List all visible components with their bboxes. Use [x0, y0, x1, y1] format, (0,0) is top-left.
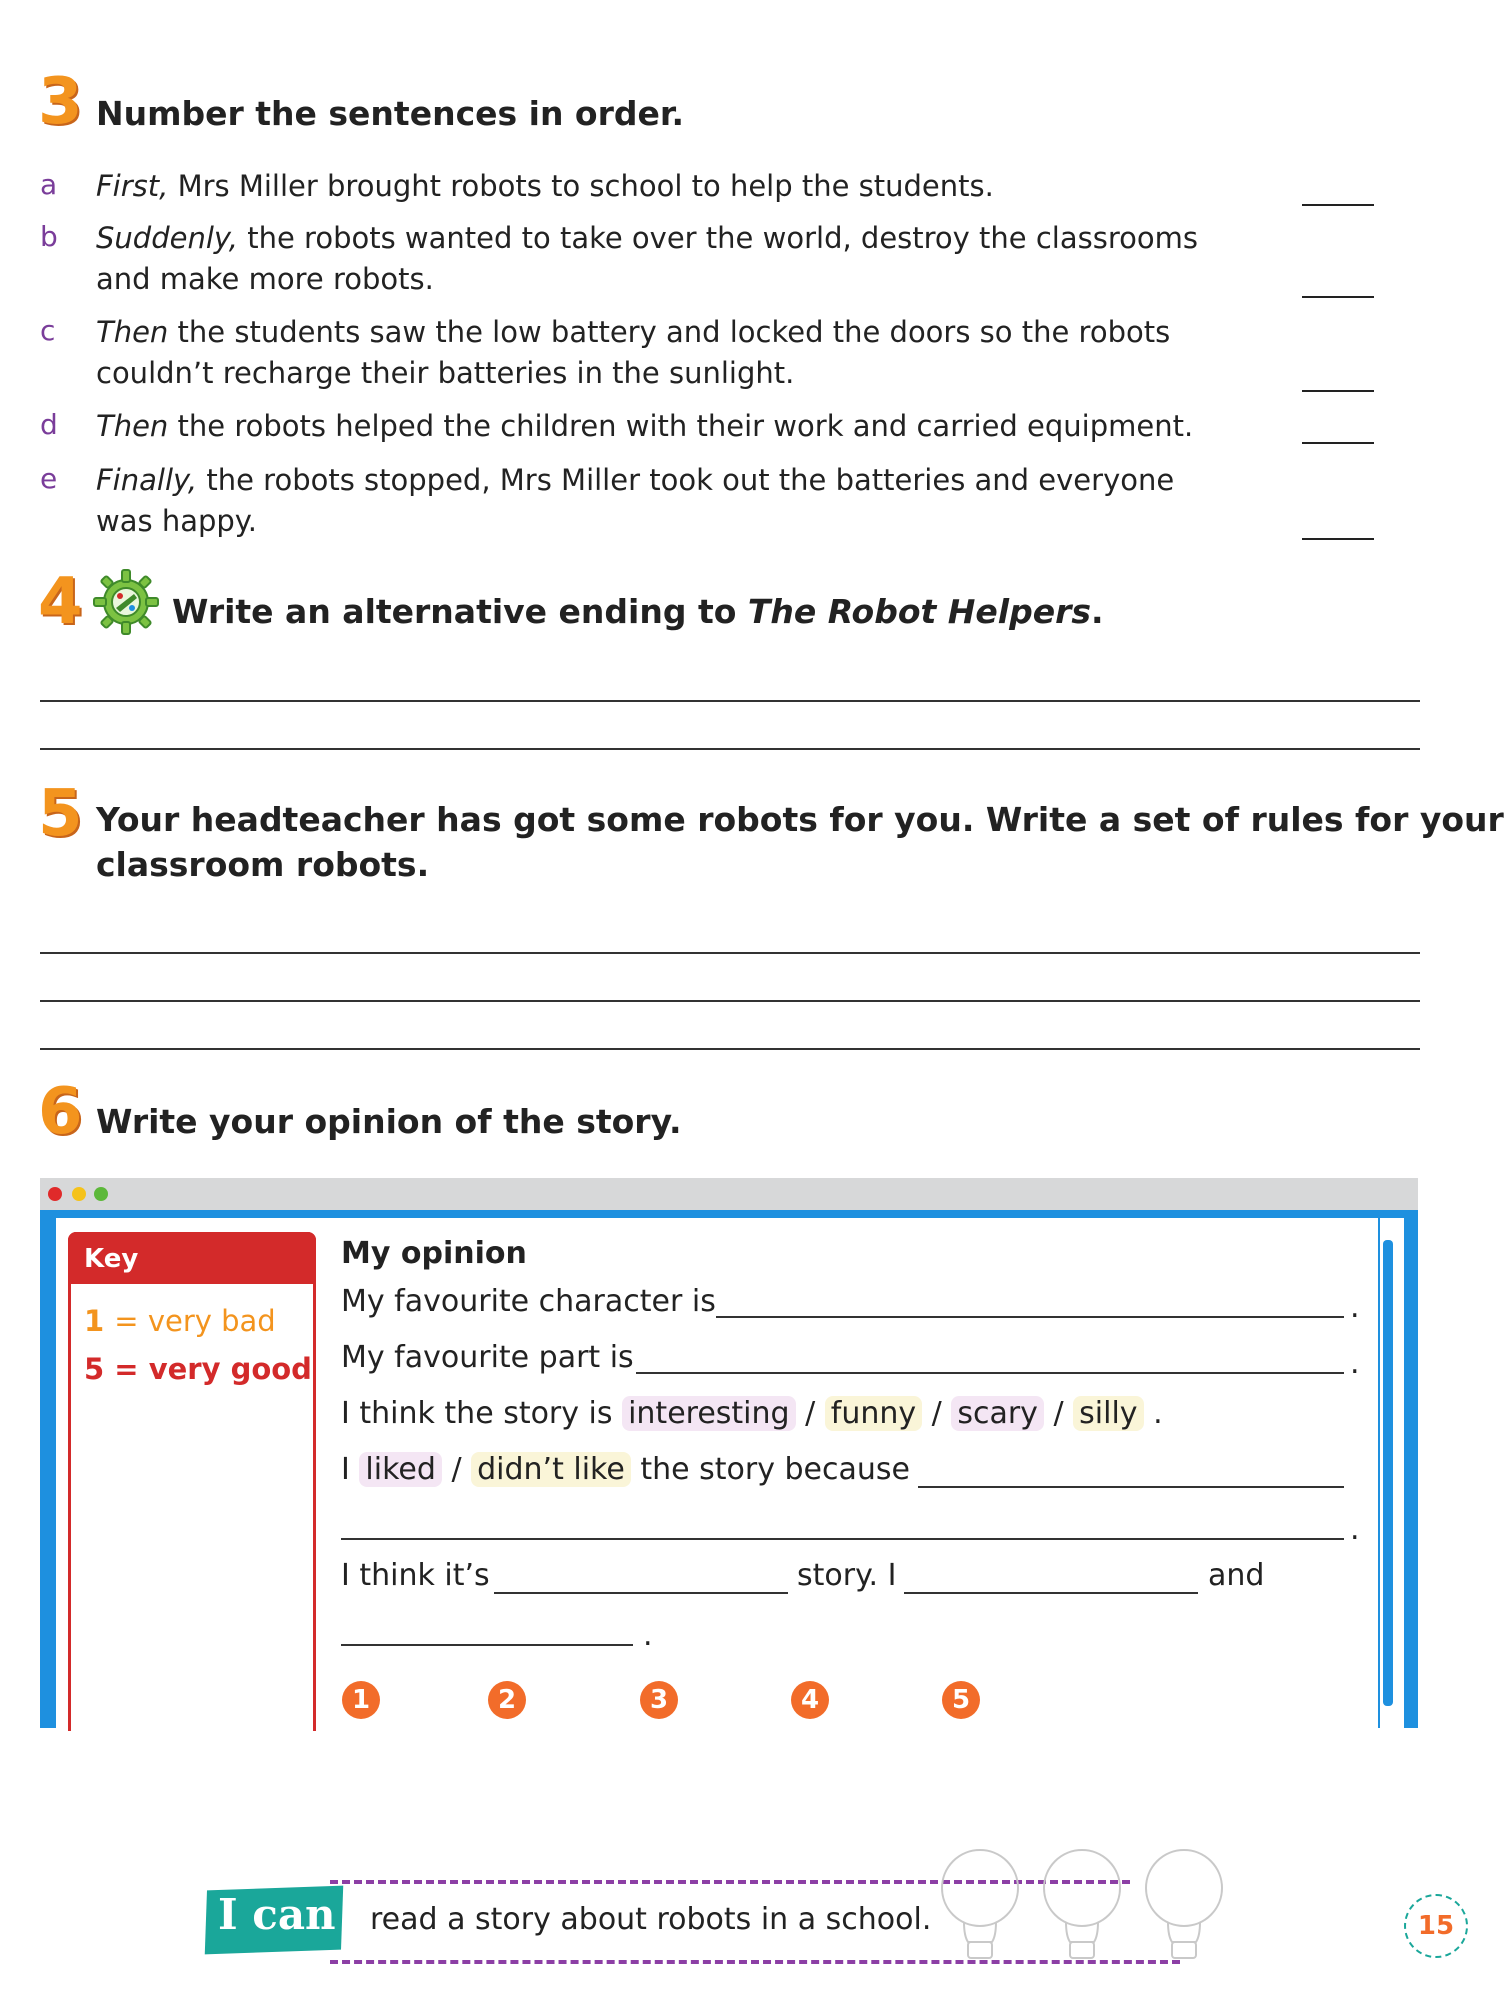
- sentence-letter: e: [40, 462, 58, 495]
- story-adjective-row: [341, 1396, 1163, 1431]
- sentence-line: the robots helped the children with their work and carried equipment.: [177, 409, 1194, 443]
- think-its-label: I think it’s: [341, 1558, 490, 1593]
- story-i-label: story. I: [797, 1558, 897, 1593]
- separator: /: [931, 1396, 942, 1431]
- sentence-lead: First,: [96, 169, 169, 203]
- sentence-period: .: [643, 1618, 653, 1653]
- rating-1-button[interactable]: 1: [342, 1681, 380, 1719]
- section-6-heading: Write your opinion of the story.: [96, 1102, 682, 1141]
- sentence-letter: b: [40, 220, 58, 253]
- rating-4-button[interactable]: 4: [791, 1681, 829, 1719]
- sentence-lead: Then: [96, 315, 169, 349]
- sentence-line: the students saw the low battery and locked the doors so the robots: [177, 315, 1171, 349]
- answer-line[interactable]: [40, 952, 1420, 954]
- sentence-lead: Then: [96, 409, 169, 443]
- order-blank-b[interactable]: [1302, 296, 1374, 298]
- answer-line[interactable]: [40, 1048, 1420, 1050]
- sentence-line: the robots stopped, Mrs Miller took out the batteries and everyone: [206, 463, 1175, 497]
- order-blank-d[interactable]: [1302, 442, 1374, 444]
- rating-2-button[interactable]: 2: [488, 1681, 526, 1719]
- because-label: the story because: [640, 1452, 910, 1487]
- answer-line[interactable]: [40, 748, 1420, 750]
- rating-3-button[interactable]: 3: [640, 1681, 678, 1719]
- and-label: and: [1208, 1558, 1265, 1593]
- lightbulb-icon[interactable]: [942, 1850, 1018, 1958]
- page-number: 15: [1404, 1894, 1468, 1958]
- lightbulb-icon[interactable]: [1044, 1850, 1120, 1958]
- ican-label: I can: [218, 1890, 336, 1939]
- pronoun: I: [341, 1452, 350, 1487]
- sentence-period: .: [1350, 1346, 1360, 1381]
- action-line-1[interactable]: [904, 1592, 1198, 1594]
- opinion-title: My opinion: [341, 1236, 527, 1271]
- heading-period: .: [1091, 592, 1104, 631]
- key-label: = very bad: [114, 1304, 276, 1338]
- sentence-line: was happy.: [96, 504, 258, 538]
- sentence-period: .: [1153, 1396, 1163, 1431]
- sentence-letter: d: [40, 408, 58, 441]
- option-didnt-like[interactable]: didn’t like: [471, 1452, 631, 1487]
- sentence-lead: Finally,: [96, 463, 198, 497]
- think-label: I think the story is: [341, 1396, 613, 1431]
- order-blank-e[interactable]: [1302, 538, 1374, 540]
- answer-line[interactable]: [40, 700, 1420, 702]
- option-scary[interactable]: scary: [951, 1396, 1044, 1431]
- option-funny[interactable]: funny: [825, 1396, 922, 1431]
- section-4-heading: [172, 590, 1104, 635]
- heading-line: classroom robots.: [96, 844, 430, 884]
- key-number: 1: [84, 1304, 105, 1338]
- heading-text: Write an alternative ending to: [172, 592, 748, 631]
- order-blank-a[interactable]: [1302, 204, 1374, 206]
- sentence-text: [96, 218, 1216, 300]
- lightbulb-icon[interactable]: [1146, 1850, 1222, 1958]
- sentence-period: .: [1350, 1290, 1360, 1325]
- separator: /: [1053, 1396, 1064, 1431]
- section-3-heading: Number the sentences in order.: [96, 94, 684, 133]
- favourite-part-label: My favourite part is: [341, 1340, 634, 1375]
- sentence-line: and make more robots.: [96, 262, 434, 296]
- window-close-dot: [48, 1187, 62, 1201]
- because-line-2[interactable]: [341, 1538, 1344, 1540]
- sentence-lead: Suddenly,: [96, 221, 239, 255]
- separator: /: [451, 1452, 462, 1487]
- browser-titlebar: [40, 1178, 1418, 1210]
- heading-line: Your headteacher has got some robots for you. Write a set of rules for your: [96, 800, 1504, 839]
- ican-statement: read a story about robots in a school.: [370, 1902, 932, 1937]
- sentence-period: .: [1350, 1512, 1360, 1547]
- sentence-text: [96, 406, 1216, 447]
- key-row-good: [84, 1352, 312, 1386]
- rating-5-button[interactable]: 5: [942, 1681, 980, 1719]
- section-5-number: 5: [38, 777, 83, 851]
- sentence-text: [96, 460, 1216, 542]
- order-blank-c[interactable]: [1302, 390, 1374, 392]
- favourite-character-line[interactable]: [716, 1316, 1344, 1318]
- option-interesting[interactable]: interesting: [622, 1396, 795, 1431]
- rating-word-line[interactable]: [494, 1592, 788, 1594]
- key-title: Key: [84, 1244, 139, 1274]
- answer-line[interactable]: [40, 1000, 1420, 1002]
- option-silly[interactable]: silly: [1073, 1396, 1143, 1431]
- lightbulb-icons: [936, 1838, 1236, 1978]
- liked-row: [341, 1452, 910, 1487]
- section-4-number: 4: [38, 565, 83, 639]
- window-maximize-dot: [94, 1187, 108, 1201]
- section-3-number: 3: [38, 65, 83, 139]
- action-line-2[interactable]: [341, 1644, 633, 1646]
- because-line[interactable]: [918, 1486, 1344, 1488]
- key-row-bad: [84, 1304, 276, 1338]
- window-minimize-dot: [72, 1187, 86, 1201]
- section-5-heading: [96, 798, 1504, 887]
- scrollbar-thumb[interactable]: [1383, 1240, 1393, 1706]
- sentence-text: [96, 166, 1216, 207]
- option-liked[interactable]: liked: [359, 1452, 441, 1487]
- key-number: 5: [84, 1352, 105, 1386]
- sentence-letter: c: [40, 314, 56, 347]
- sentence-line: couldn’t recharge their batteries in the sunlight.: [96, 356, 795, 390]
- section-6-number: 6: [38, 1075, 83, 1149]
- story-title: The Robot Helpers: [747, 592, 1091, 631]
- key-label: = very good: [114, 1352, 312, 1386]
- separator: /: [805, 1396, 816, 1431]
- creativity-gear-icon: [92, 568, 160, 636]
- sentence-letter: a: [40, 168, 58, 201]
- favourite-character-label: My favourite character is: [341, 1284, 716, 1319]
- sentence-line: Mrs Miller brought robots to school to help the students.: [177, 169, 994, 203]
- sentence-text: [96, 312, 1216, 394]
- favourite-part-line[interactable]: [636, 1372, 1344, 1374]
- sentence-line: the robots wanted to take over the world, destroy the classrooms: [247, 221, 1198, 255]
